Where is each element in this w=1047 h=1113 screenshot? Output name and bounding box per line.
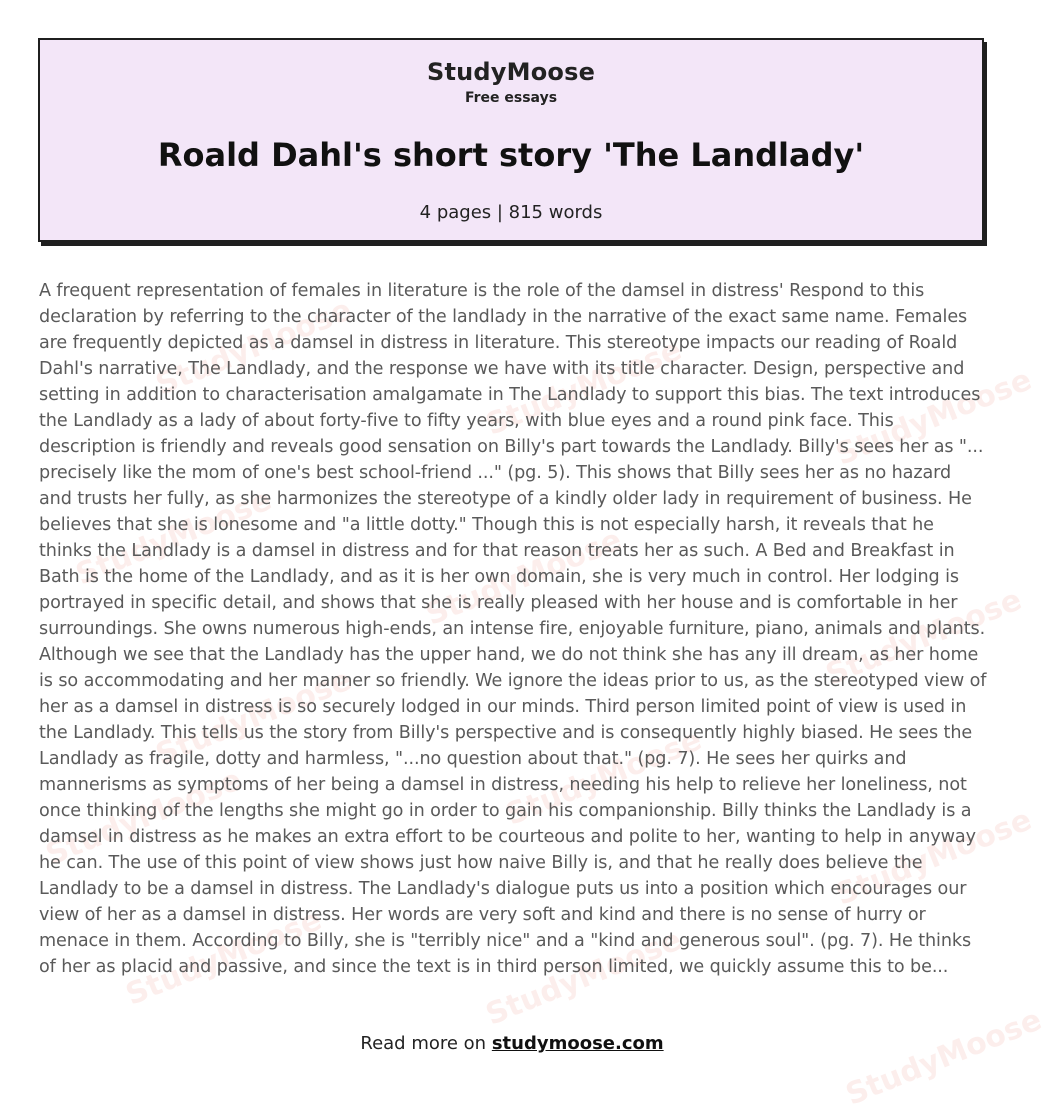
read-more [0,1033,1024,1054]
watermark: StudyMoose [831,802,1037,913]
essay-meta: 4 pages | 815 words [419,202,603,223]
watermark: StudyMoose [121,902,327,1013]
watermark: StudyMoose [151,662,357,773]
watermark: StudyMoose [841,1002,1047,1113]
essay-body: A frequent representation of females in literature is the role of the damsel in distress' Respond to this declaration by referring to the character of the landlady in the narrative of the exact same name. Females are frequently depicted as a damsel in distress in literature. This stereotype impacts our reading of Roald Dahl's narrative, The Landlady, and the response we have with its title character. Design, perspective and setting in addition to characterisation amalgamate in The Landlady to support this bias. The text introduces the Landlady as a lady of about forty-five to fifty years, with blue eyes and a round pink face. This description is friendly and reveals good sensation on Billy's part towards the Landlady. Billy's sees her as "... precisely like the mom of one's best school-friend ..." (pg. 5). This shows that Billy sees her as no hazard and trusts her fully, as she harmonizes the stereotype of a kindly older lady in requirement of business. He believes that she is lonesome and "a little dotty." Though this is not especially harsh, it reveals that he thinks the Landlady is a damsel in distress and for that reason treats her as such. A Bed and Breakfast in Bath is the home of the Landlady, and as it is her own domain, she is very much in control. Her lodging is portrayed in specific detail, and shows that she is really pleased with her house and is comfortable in her surroundings. She owns numerous high-ends, an intense fire, enjoyable furniture, piano, animals and plants. Although we see that the Landlady has the upper hand, we do not think she has any ill dream, as her home is so accommodating and her manner so friendly. We ignore the ideas prior to us, as the stereotyped view of her as a damsel in distress is so securely lodged in our minds. Third person limited point of view is used in the Landlady. This tells us the story from Billy's perspective and is consequently highly biased. He sees the Landlady as fragile, dotty and harmless, "...no question about that." (pg. 7). He sees her quirks and mannerisms as symptoms of her being a damsel in distress, needing his help to relieve her loneliness, not once thinking of the lengths she might go in order to gain his companionship. Billy thinks the Landlady is a damsel in distress as he makes an extra effort to be courteous and polite to her, wanting to help in anyway he can. The use of this point of view shows just how naive Billy is, and that he really does believe the Landlady to be a damsel in distress. The Landlady's dialogue puts us into a position which encourages our view of her as a damsel in distress. Her words are very soft and kind and there is no sense of hurry or menace in them. According to Billy, she is "terribly nice" and a "kind and generous soul". (pg. 7). He thinks of her as placid and passive, and since the text is in third person limited, we quickly assume this to be... [39,281,987,977]
watermark: StudyMoose [481,332,687,443]
watermark: StudyMoose [151,292,357,403]
header-card [38,38,984,242]
brand-tagline: Free essays [464,90,558,106]
read-more-prefix: Read more on [360,1033,487,1054]
watermark: StudyMoose [831,362,1037,473]
brand-logo[interactable]: StudyMoose [426,58,596,86]
watermark: StudyMoose [821,582,1027,693]
read-more-link[interactable]: studymoose.com [491,1033,664,1054]
watermark: StudyMoose [481,922,687,1033]
watermark: StudyMoose [421,522,627,633]
watermark: StudyMoose [41,762,247,873]
watermark: StudyMoose [71,482,277,593]
watermark: StudyMoose [501,722,707,833]
page-title: Roald Dahl's short story 'The Landlady' [157,136,865,174]
